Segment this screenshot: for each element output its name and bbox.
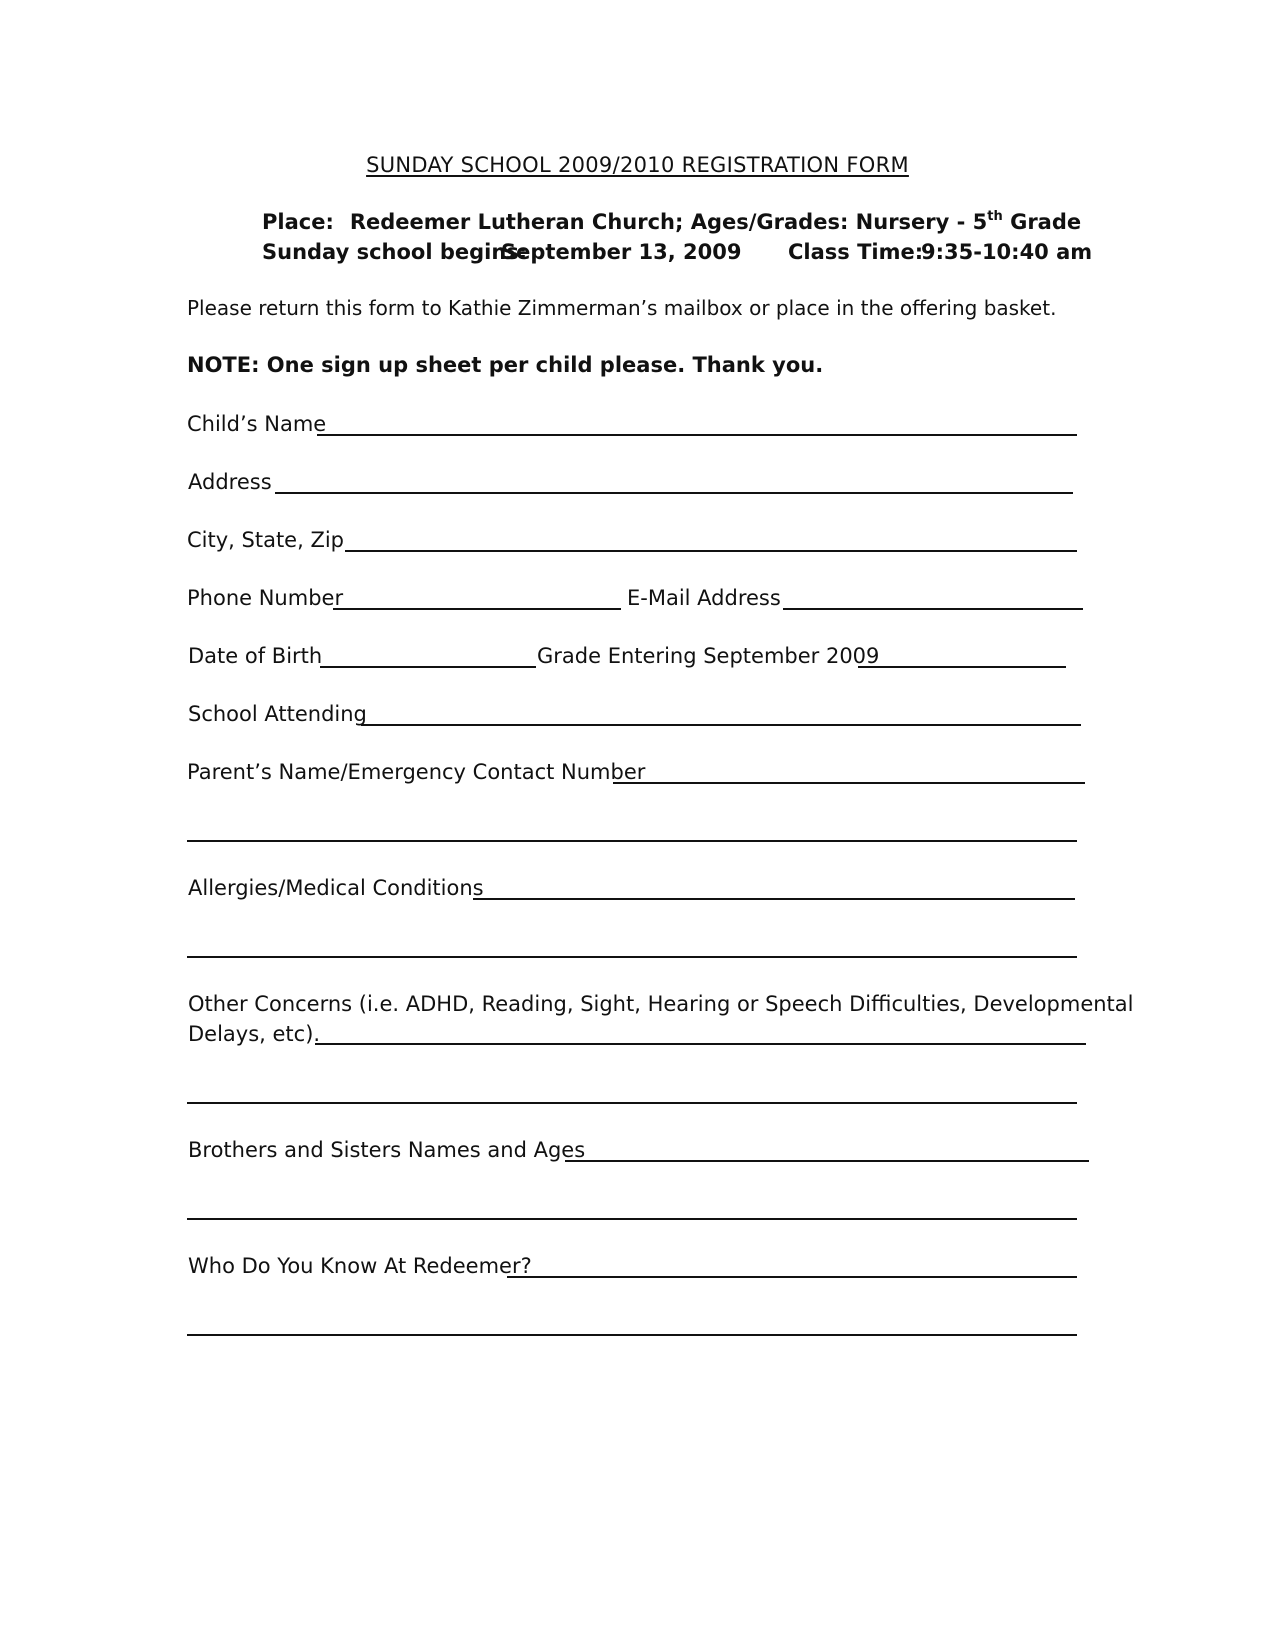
return-instruction: Please return this form to Kathie Zimmerman’s mailbox or place in the offering basket. [187, 296, 1057, 320]
city-state-zip-field[interactable] [345, 550, 1077, 552]
begins-value: September 13, 2009 [501, 240, 742, 264]
who-know-field-line2[interactable] [187, 1334, 1077, 1336]
phone-number-field[interactable] [333, 608, 621, 610]
date-of-birth-label: Date of Birth [188, 644, 323, 668]
siblings-field[interactable] [565, 1160, 1089, 1162]
form-title: SUNDAY SCHOOL 2009/2010 REGISTRATION FORM [366, 153, 909, 177]
class-time-label: Class Time: [788, 240, 924, 264]
child-name-label: Child’s Name [187, 412, 327, 436]
other-concerns-field-line2[interactable] [187, 1102, 1077, 1104]
city-state-zip-label: City, State, Zip [187, 528, 344, 552]
place-label: Place: [262, 210, 334, 234]
who-know-label: Who Do You Know At Redeemer? [188, 1254, 532, 1278]
other-concerns-label-line2: Delays, etc). [188, 1022, 321, 1046]
parent-contact-label: Parent’s Name/Emergency Contact Number [187, 760, 646, 784]
other-concerns-field[interactable] [315, 1043, 1086, 1045]
allergies-field-line2[interactable] [187, 956, 1077, 958]
grade-entering-field[interactable] [858, 666, 1066, 668]
parent-contact-field-line2[interactable] [187, 840, 1077, 842]
ages-suffix: Grade [1010, 210, 1082, 234]
other-concerns-label-line1: Other Concerns (i.e. ADHD, Reading, Sight, Hearing or Speech Difficulties, Developmental [188, 992, 1134, 1016]
child-name-field[interactable] [317, 434, 1077, 436]
ages-value-text: Nursery - 5 [855, 210, 988, 234]
info-line-place [262, 210, 1081, 234]
grade-entering-label: Grade Entering September 2009 [537, 644, 880, 668]
allergies-label: Allergies/Medical Conditions [188, 876, 484, 900]
ages-value [856, 210, 1081, 234]
note-text: NOTE: One sign up sheet per child please. Thank you. [187, 353, 824, 377]
who-know-field[interactable] [507, 1276, 1077, 1278]
email-address-field[interactable] [783, 608, 1083, 610]
class-time-value: 9:35-10:40 am [921, 240, 1093, 264]
place-value: Redeemer Lutheran Church; [349, 210, 684, 234]
school-attending-label: School Attending [188, 702, 367, 726]
siblings-field-line2[interactable] [187, 1218, 1077, 1220]
address-label: Address [188, 470, 272, 494]
begins-label: Sunday school begins: [262, 240, 528, 264]
date-of-birth-field[interactable] [320, 666, 536, 668]
email-address-label: E-Mail Address [627, 586, 781, 610]
school-attending-field[interactable] [361, 724, 1081, 726]
ages-label: Ages/Grades: [690, 210, 849, 234]
ages-superscript: th [987, 209, 1003, 224]
address-field[interactable] [275, 492, 1073, 494]
allergies-field[interactable] [473, 898, 1075, 900]
parent-contact-field[interactable] [613, 782, 1085, 784]
phone-number-label: Phone Number [187, 586, 344, 610]
siblings-label: Brothers and Sisters Names and Ages [188, 1138, 586, 1162]
